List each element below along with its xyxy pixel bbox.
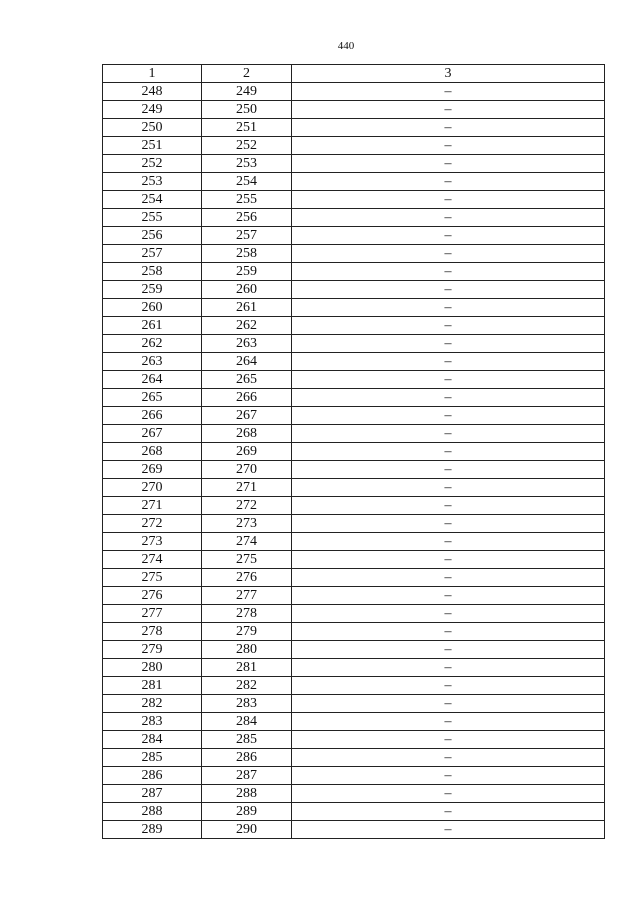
table-row (103, 659, 605, 677)
table-header (103, 65, 605, 83)
table-cell-col-2: 259 (202, 263, 292, 281)
table-cell-col-3: – (292, 209, 605, 227)
table-row (103, 407, 605, 425)
table-cell-col-1: 257 (103, 245, 202, 263)
table-cell-col-2: 255 (202, 191, 292, 209)
table-row (103, 353, 605, 371)
table-cell-col-3: – (292, 101, 605, 119)
table-cell-col-1: 254 (103, 191, 202, 209)
table-cell-col-2: 251 (202, 119, 292, 137)
table-cell-col-3: – (292, 569, 605, 587)
table-cell-col-3: – (292, 137, 605, 155)
page-number: 440 (337, 40, 355, 52)
table-cell-col-2: 266 (202, 389, 292, 407)
table-cell-col-1: 267 (103, 425, 202, 443)
table-cell-col-2: 264 (202, 353, 292, 371)
table-row (103, 695, 605, 713)
table-cell-col-1: 261 (103, 317, 202, 335)
table-cell-col-3: – (292, 515, 605, 533)
table-cell-col-1: 251 (103, 137, 202, 155)
table-row (103, 335, 605, 353)
table-row (103, 83, 605, 101)
table-cell-col-3: – (292, 785, 605, 803)
table-cell-col-3: – (292, 407, 605, 425)
table-cell-col-1: 278 (103, 623, 202, 641)
table-cell-col-3: – (292, 677, 605, 695)
table-cell-col-2: 282 (202, 677, 292, 695)
table-cell-col-2: 279 (202, 623, 292, 641)
table-cell-col-3: – (292, 173, 605, 191)
table-cell-col-2: 252 (202, 137, 292, 155)
table-row (103, 317, 605, 335)
table-row (103, 749, 605, 767)
table-cell-col-1: 288 (103, 803, 202, 821)
table-cell-col-3: – (292, 389, 605, 407)
table-row (103, 623, 605, 641)
table-cell-col-3: – (292, 317, 605, 335)
table-cell-col-2: 250 (202, 101, 292, 119)
table-row (103, 587, 605, 605)
table-cell-col-3: – (292, 821, 605, 839)
table-cell-col-1: 285 (103, 749, 202, 767)
table-cell-col-1: 265 (103, 389, 202, 407)
table-cell-col-2: 274 (202, 533, 292, 551)
table-cell-col-3: – (292, 335, 605, 353)
table-row (103, 497, 605, 515)
table-cell-col-1: 281 (103, 677, 202, 695)
table-cell-col-2: 288 (202, 785, 292, 803)
table-cell-col-3: – (292, 353, 605, 371)
table-cell-col-2: 267 (202, 407, 292, 425)
table-cell-col-1: 260 (103, 299, 202, 317)
table-cell-col-2: 249 (202, 83, 292, 101)
table-row (103, 785, 605, 803)
table-cell-col-2: 283 (202, 695, 292, 713)
table-cell-col-2: 290 (202, 821, 292, 839)
table-cell-col-3: – (292, 497, 605, 515)
table-cell-col-2: 262 (202, 317, 292, 335)
table-cell-col-3: – (292, 587, 605, 605)
table-cell-col-1: 259 (103, 281, 202, 299)
table-cell-col-3: – (292, 605, 605, 623)
table-cell-col-3: – (292, 155, 605, 173)
table-cell-col-1: 248 (103, 83, 202, 101)
table-row (103, 227, 605, 245)
table-row (103, 209, 605, 227)
table-row (103, 821, 605, 839)
table-cell-col-2: 269 (202, 443, 292, 461)
table-cell-col-2: 256 (202, 209, 292, 227)
table-cell-col-1: 279 (103, 641, 202, 659)
table-cell-col-1: 289 (103, 821, 202, 839)
table-row (103, 713, 605, 731)
table-cell-col-2: 260 (202, 281, 292, 299)
table-body (103, 83, 605, 839)
table-cell-col-1: 287 (103, 785, 202, 803)
table-cell-col-3: – (292, 119, 605, 137)
table-cell-col-3: – (292, 713, 605, 731)
table-cell-col-1: 274 (103, 551, 202, 569)
table-cell-col-2: 271 (202, 479, 292, 497)
table-cell-col-1: 256 (103, 227, 202, 245)
table-cell-col-1: 266 (103, 407, 202, 425)
table-row (103, 119, 605, 137)
table-cell-col-3: – (292, 461, 605, 479)
table-row (103, 137, 605, 155)
table-cell-col-2: 287 (202, 767, 292, 785)
table-cell-col-2: 270 (202, 461, 292, 479)
data-table (102, 64, 605, 839)
table-cell-col-3: – (292, 479, 605, 497)
table-cell-col-1: 270 (103, 479, 202, 497)
table-cell-col-3: – (292, 425, 605, 443)
column-header-3: 3 (292, 65, 605, 83)
table-cell-col-3: – (292, 281, 605, 299)
table-row (103, 371, 605, 389)
table-cell-col-3: – (292, 245, 605, 263)
table-row (103, 263, 605, 281)
table-cell-col-2: 281 (202, 659, 292, 677)
table-cell-col-3: – (292, 695, 605, 713)
table-cell-col-1: 275 (103, 569, 202, 587)
table-cell-col-2: 278 (202, 605, 292, 623)
table-cell-col-3: – (292, 731, 605, 749)
table-row (103, 731, 605, 749)
table-cell-col-1: 255 (103, 209, 202, 227)
table-cell-col-2: 277 (202, 587, 292, 605)
table-row (103, 389, 605, 407)
table-cell-col-3: – (292, 191, 605, 209)
table-row (103, 425, 605, 443)
table-row (103, 299, 605, 317)
table-cell-col-3: – (292, 659, 605, 677)
table-row (103, 155, 605, 173)
table-cell-col-2: 285 (202, 731, 292, 749)
table-cell-col-3: – (292, 227, 605, 245)
table-cell-col-3: – (292, 641, 605, 659)
table-cell-col-1: 283 (103, 713, 202, 731)
table-cell-col-2: 272 (202, 497, 292, 515)
table-cell-col-2: 261 (202, 299, 292, 317)
table-cell-col-1: 271 (103, 497, 202, 515)
table-row (103, 803, 605, 821)
table-cell-col-3: – (292, 803, 605, 821)
table-cell-col-1: 286 (103, 767, 202, 785)
table-cell-col-1: 253 (103, 173, 202, 191)
table-cell-col-3: – (292, 767, 605, 785)
table-row (103, 569, 605, 587)
table-cell-col-2: 253 (202, 155, 292, 173)
table-cell-col-1: 269 (103, 461, 202, 479)
table-cell-col-2: 286 (202, 749, 292, 767)
table-cell-col-2: 289 (202, 803, 292, 821)
table-cell-col-3: – (292, 371, 605, 389)
table-cell-col-1: 258 (103, 263, 202, 281)
table-cell-col-2: 257 (202, 227, 292, 245)
table-cell-col-1: 282 (103, 695, 202, 713)
table-cell-col-2: 280 (202, 641, 292, 659)
table-cell-col-2: 265 (202, 371, 292, 389)
table-cell-col-2: 273 (202, 515, 292, 533)
table-cell-col-1: 262 (103, 335, 202, 353)
table-cell-col-3: – (292, 749, 605, 767)
table-cell-col-2: 268 (202, 425, 292, 443)
column-header-1: 1 (103, 65, 202, 83)
table-cell-col-3: – (292, 623, 605, 641)
table-cell-col-2: 258 (202, 245, 292, 263)
table-cell-col-1: 252 (103, 155, 202, 173)
table-cell-col-3: – (292, 299, 605, 317)
table-cell-col-2: 263 (202, 335, 292, 353)
table-row (103, 551, 605, 569)
table-row (103, 677, 605, 695)
table-row (103, 605, 605, 623)
table-cell-col-3: – (292, 533, 605, 551)
table-cell-col-1: 277 (103, 605, 202, 623)
table-row (103, 281, 605, 299)
table-cell-col-1: 273 (103, 533, 202, 551)
table-row (103, 461, 605, 479)
table-row (103, 443, 605, 461)
table-cell-col-1: 272 (103, 515, 202, 533)
column-header-2: 2 (202, 65, 292, 83)
table-row (103, 479, 605, 497)
table-cell-col-2: 275 (202, 551, 292, 569)
table-row (103, 173, 605, 191)
table-row (103, 767, 605, 785)
header-row (103, 65, 605, 83)
table-cell-col-2: 284 (202, 713, 292, 731)
table-row (103, 245, 605, 263)
table-cell-col-1: 276 (103, 587, 202, 605)
table-cell-col-1: 284 (103, 731, 202, 749)
table-cell-col-1: 264 (103, 371, 202, 389)
table-cell-col-3: – (292, 83, 605, 101)
table-cell-col-3: – (292, 551, 605, 569)
table-cell-col-1: 249 (103, 101, 202, 119)
table-cell-col-3: – (292, 443, 605, 461)
table-cell-col-1: 250 (103, 119, 202, 137)
table-cell-col-3: – (292, 263, 605, 281)
table-cell-col-2: 254 (202, 173, 292, 191)
table-cell-col-1: 268 (103, 443, 202, 461)
table-row (103, 533, 605, 551)
table-row (103, 101, 605, 119)
table-cell-col-1: 263 (103, 353, 202, 371)
table-cell-col-1: 280 (103, 659, 202, 677)
table-cell-col-2: 276 (202, 569, 292, 587)
table-row (103, 191, 605, 209)
table-row (103, 641, 605, 659)
table-row (103, 515, 605, 533)
